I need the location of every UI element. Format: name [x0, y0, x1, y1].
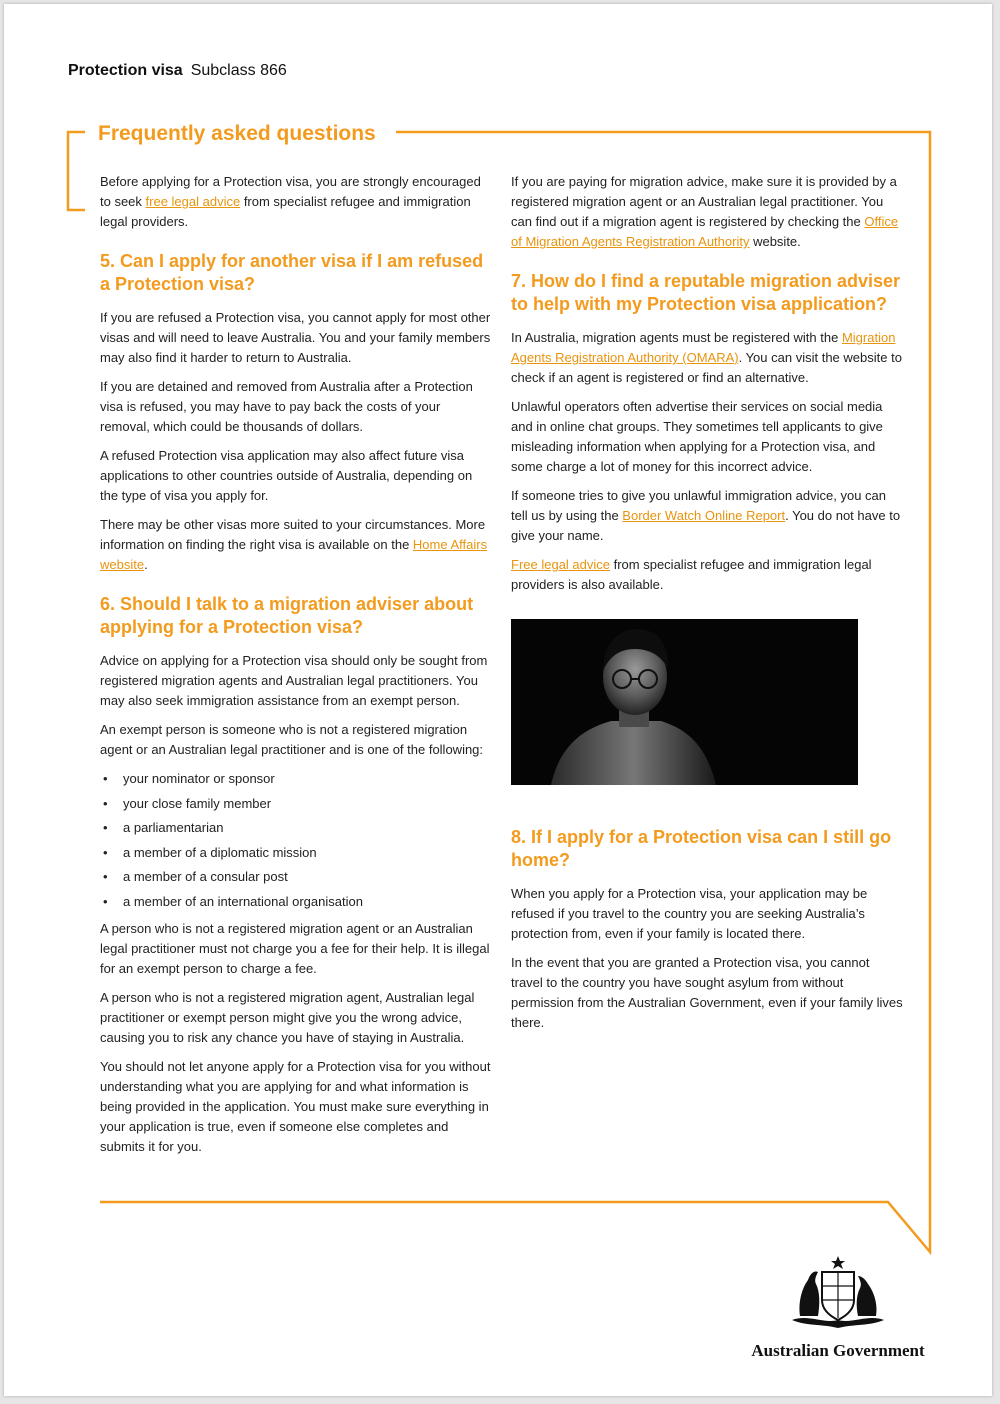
question-8-heading: 8. If I apply for a Protection visa can I still go home? [511, 827, 892, 870]
q6-paragraph-1: Advice on applying for a Protection visa should only be sought from registered migration agents and Australian legal practitioners. You may also seek immigration assistance from an exempt person. [100, 653, 488, 708]
document-page [4, 4, 992, 1396]
q7-paragraph-2: Unlawful operators often advertise their services on social media and in online chat groups. They sometimes tell applicants to give misleading information when applying for a Protection visa, and some charge a lot of money for this incorrect advice. [511, 399, 883, 474]
government-branding [742, 1254, 934, 1361]
q5-paragraph-4: There may be other visas more suited to your circumstances. More information on finding the right visa is available on the Home Affairs website. [100, 517, 488, 572]
right-column [511, 172, 903, 1042]
border-watch-link[interactable]: Border Watch Online Report [622, 508, 786, 523]
list-item: • a parliamentarian [100, 818, 492, 838]
question-5-heading: 5. Can I apply for another visa if I am refused a Protection visa? [100, 251, 484, 294]
paid-advice-paragraph: If you are paying for migration advice, make sure it is provided by a registered migration agent or an Australian legal practitioner. You can find out if a migration agent is registered by checking the Office of Migration Agents Registration Authority website. [511, 174, 899, 249]
free-legal-advice-link-2[interactable]: Free legal advice [511, 557, 610, 572]
q5-paragraph-2: If you are detained and removed from Australia after a Protection visa is refused, you may have to pay back the costs of your removal, which could be thousands of dollars. [100, 379, 473, 434]
q6-paragraph-2: An exempt person is someone who is not a registered migration agent or an Australian legal practitioner and is one of the following: [100, 722, 484, 757]
question-7-heading: 7. How do I find a reputable migration adviser to help with my Protection visa application? [511, 271, 901, 314]
document-header [68, 62, 287, 80]
omara-link[interactable]: Migration Agents Registration Authority (OMARA) [511, 330, 896, 365]
free-legal-advice-link[interactable]: free legal advice [145, 194, 241, 209]
omara-office-link[interactable]: Office of Migration Agents Registration Authority [511, 214, 899, 249]
list-item: • your nominator or sponsor [100, 769, 492, 789]
left-column [100, 172, 492, 1166]
list-item: • a member of a diplomatic mission [100, 843, 492, 863]
q6-paragraph-4: A person who is not a registered migration agent, Australian legal practitioner or exempt person might give you the wrong advice, causing you to risk any chance you have of staying in Australia. [100, 989, 475, 1045]
q5-paragraph-3: A refused Protection visa application may also affect future visa applications to other countries outside of Australia, depending on the type of visa you apply for. [100, 448, 473, 503]
q8-paragraph-1: When you apply for a Protection visa, your application may be refused if you travel to the country you are seeking Australia’s protection from, even if your family is located there. [511, 886, 868, 941]
coat-of-arms-icon [778, 1254, 898, 1332]
q8-paragraph-2: In the event that you are granted a Protection visa, you cannot travel to the country you have sought asylum from without permission from the Australian Government, even if your family lives there. [511, 955, 903, 1030]
q5-paragraph-1: If you are refused a Protection visa, you cannot apply for most other visas and will need to leave Australia. You and your family members may also find it harder to return to Australia. [100, 310, 491, 365]
q7-paragraph-3: If someone tries to give you unlawful immigration advice, you can tell us by using the Border Watch Online Report. You do not have to give your name. [511, 488, 901, 543]
portrait-photo [511, 619, 858, 785]
list-item: • a member of an international organisation [100, 892, 492, 912]
q6-paragraph-5: You should not let anyone apply for a Protection visa for you without understanding what you are applying for and what information is being provided in the application. You must make sure everything in your application is true, even if someone else completes and submits it for you. [100, 1058, 491, 1154]
intro-paragraph: Before applying for a Protection visa, you are strongly encouraged to seek free legal advice from specialist refugee and immigration legal providers. [100, 174, 481, 229]
faq-title: Frequently asked questions [92, 122, 382, 146]
q7-paragraph-4: Free legal advice from specialist refugee and immigration legal providers is also available. [511, 557, 872, 592]
exempt-person-list [100, 769, 492, 912]
question-6-heading: 6. Should I talk to a migration adviser about applying for a Protection visa? [100, 594, 474, 637]
q6-paragraph-3: A person who is not a registered migration agent or an Australian legal practitioner must not charge you a fee for their help. It is illegal for an exempt person to charge a fee. [100, 920, 490, 976]
list-item: • a member of a consular post [100, 867, 492, 887]
document-subclass: Subclass 866 [190, 62, 287, 79]
australian-government-wordmark: Australian Government [751, 1341, 925, 1360]
home-affairs-link[interactable]: Home Affairs website [100, 537, 488, 572]
list-item: • your close family member [100, 794, 492, 814]
document-title: Protection visa [68, 62, 183, 79]
q7-paragraph-1: In Australia, migration agents must be registered with the Migration Agents Registration Authority (OMARA). You can visit the website to check if an agent is registered or find an alternative. [511, 330, 902, 385]
